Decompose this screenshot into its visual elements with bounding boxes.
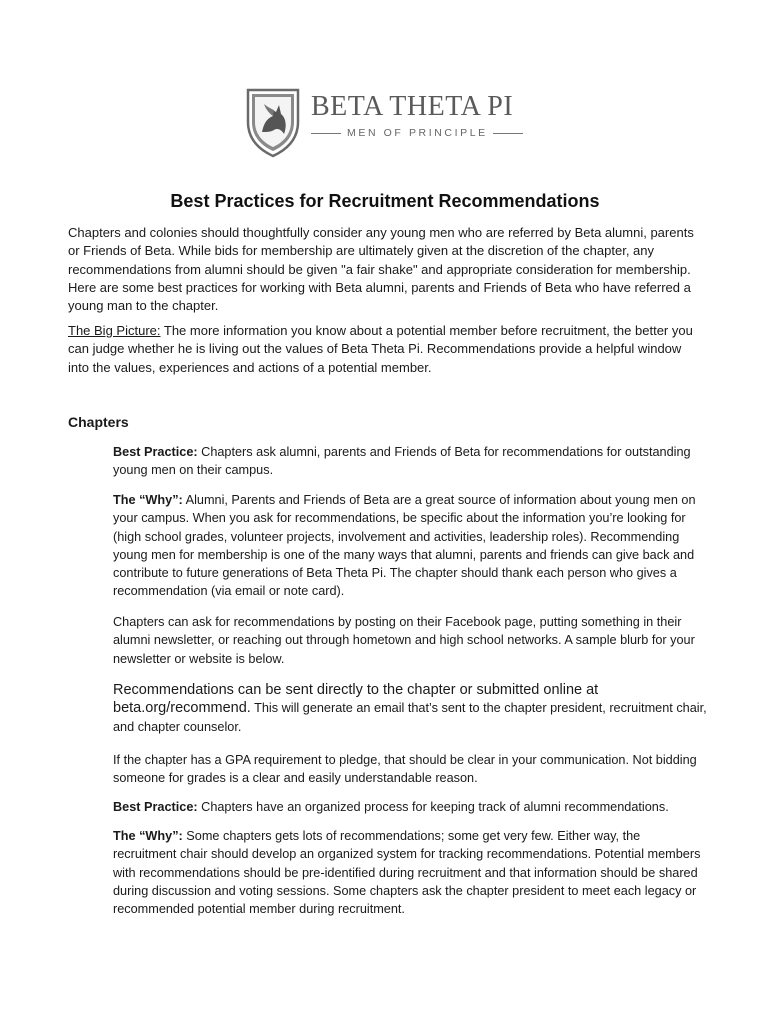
chapters-heading: Chapters bbox=[68, 414, 129, 430]
facebook-paragraph: Chapters can ask for recommendations by posting on their Facebook page, putting something in their alumni newsletter, or reaching out through hometown and high school networks. A sample blurb for your newsletter or website is below. bbox=[113, 615, 695, 666]
recommend-rest-text: This will generate an email that’s sent to the chapter president, recruitment chair, and chapter counselor. bbox=[113, 701, 707, 734]
why-1-text: Alumni, Parents and Friends of Beta are a great source of information about young men on your campus. When you ask for recommendations, be specific about the information you’re looking for (high school grades, volunteer projects, involvement and activities, leadership roles). Recommending young men for membership is one of the many ways that alumni, parents and friends can give back and contribute to future generations of Beta Theta Pi. The chapter should thank each person who gives a recommendation (via email or note card). bbox=[113, 493, 696, 599]
best-practice-2-text: Chapters have an organized process for keeping track of alumni recommendations. bbox=[197, 800, 669, 814]
why-1 bbox=[113, 491, 707, 601]
big-picture-text: The more information you know about a potential member before recruitment, the better you can judge whether he is living out the values of Beta Theta Pi. Recommendations provide a helpful window into the values, experiences and actions of a potential member. bbox=[68, 323, 693, 375]
recommend-big-text: Recommendations can be sent directly to the chapter or submitted online at beta.org/recommend. bbox=[113, 682, 599, 717]
best-practice-1-text: Chapters ask alumni, parents and Friends of Beta for recommendations for outstanding young men on their campus. bbox=[113, 445, 691, 478]
big-picture-label: The Big Picture: bbox=[68, 323, 161, 338]
logo-wordmark: BETA THETA PI bbox=[311, 91, 514, 122]
intro-paragraph: Chapters and colonies should thoughtfully consider any young men who are referred by Beta alumni, parents or Friends of Beta. While bids for membership are ultimately given at the discretion of the chapter, any recommendations from alumni should be given "a fair shake" and appropriate consideration for membership. Here are some best practices for working with Beta alumni, parents and Friends of Beta who have referred a young man to the chapter. bbox=[68, 225, 694, 314]
best-practice-1-label: Best Practice: bbox=[113, 445, 198, 459]
big-picture-paragraph bbox=[68, 322, 704, 377]
document-title: Best Practices for Recruitment Recommendations bbox=[170, 191, 600, 211]
why-1-label: The “Why”: bbox=[113, 493, 183, 507]
why-2 bbox=[113, 827, 707, 918]
beta-theta-pi-logo bbox=[246, 88, 536, 160]
logo-motto: MEN OF PRINCIPLE bbox=[347, 127, 488, 139]
recommend-paragraph bbox=[113, 681, 707, 736]
why-2-label: The “Why”: bbox=[113, 829, 183, 843]
best-practice-2-label: Best Practice: bbox=[113, 800, 198, 814]
best-practice-1 bbox=[113, 443, 707, 480]
best-practice-2 bbox=[113, 798, 707, 816]
gpa-paragraph: If the chapter has a GPA requirement to pledge, that should be clear in your communication. Not bidding someone for grades is a clear and easily understandable reason. bbox=[113, 753, 697, 786]
motto-rule-left bbox=[311, 133, 341, 134]
motto-rule-right bbox=[493, 133, 523, 134]
why-2-text: Some chapters gets lots of recommendations; some get very few. Either way, the recruitment chair should develop an organized system for tracking recommendations. Potential members with recommendations should be pre-identified during recruitment and that information should be shared during discussion and voting sessions. Some chapters ask the chapter president to meet each legacy or recommended potential member during recruitment. bbox=[113, 829, 701, 917]
shield-crest-icon bbox=[246, 88, 300, 158]
logo-motto-row bbox=[311, 125, 523, 141]
